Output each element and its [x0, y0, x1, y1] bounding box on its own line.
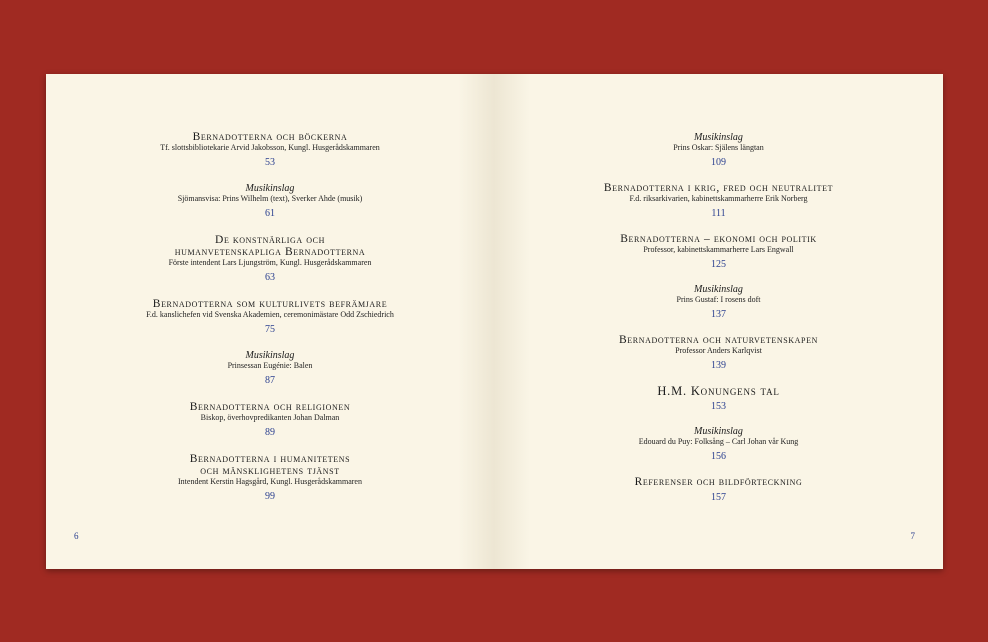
toc-entry-title: humanvetenskapliga Bernadotterna — [174, 246, 366, 258]
toc-entry-page-number: 137 — [711, 309, 726, 320]
toc-entry-author: Tf. slottsbibliotekarie Arvid Jakobsson, Kungl. Husgerådskammaren — [160, 143, 380, 152]
right-page — [494, 74, 943, 569]
toc-entry-musical-label: Musikinslag — [694, 426, 743, 437]
toc-entry-author: Biskop, överhovpredikanten Johan Dalman — [200, 413, 340, 422]
toc-entry-page-number: 61 — [265, 208, 275, 219]
page-number-left: 6 — [74, 531, 79, 541]
toc-entry — [46, 298, 494, 335]
toc-entry — [494, 284, 943, 320]
toc-entry — [46, 183, 494, 219]
toc-entry-page-number: 53 — [265, 157, 275, 168]
toc-entry-author: Prinsessan Eugénie: Balen — [227, 361, 313, 370]
toc-entry-author: Sjömansvisa: Prins Wilhelm (text), Sverker Ahde (musik) — [177, 194, 363, 203]
toc-entry — [494, 385, 943, 412]
toc-entry-title: Bernadotterna och böckerna — [192, 131, 348, 143]
toc-entry-page-number: 125 — [711, 259, 726, 270]
toc-entry-page-number: 99 — [265, 491, 275, 502]
toc-entry-author: Prins Gustaf: I rosens doft — [676, 295, 761, 304]
toc-entry-page-number: 63 — [265, 272, 275, 283]
toc-entry-author: Förste intendent Lars Ljungström, Kungl. Husgerådskammaren — [168, 258, 372, 267]
toc-entry-page-number: 156 — [711, 451, 726, 462]
toc-entry-title: De konstnärliga och — [215, 234, 325, 246]
toc-entry — [494, 334, 943, 371]
toc-entry — [494, 233, 943, 270]
toc-entry-title: H.M. Konungens tal — [657, 384, 780, 398]
toc-entry — [46, 453, 494, 502]
toc-entry-page-number: 89 — [265, 427, 275, 438]
page-number-right: 7 — [910, 531, 915, 541]
toc-entry — [46, 234, 494, 283]
toc-entry-musical-label: Musikinslag — [245, 183, 295, 194]
toc-entry — [46, 350, 494, 386]
toc-entry-author: Professor Anders Karlqvist — [675, 346, 762, 355]
toc-entry — [494, 476, 943, 503]
table-of-contents-left — [46, 131, 494, 502]
open-book — [46, 74, 943, 569]
toc-entry — [494, 426, 943, 462]
toc-entry-title: Referenser och bildförteckning — [634, 476, 803, 488]
toc-entry-title: Bernadotterna som kulturlivets befrämjare — [152, 298, 388, 310]
toc-entry — [494, 182, 943, 219]
toc-entry-page-number: 139 — [711, 360, 726, 371]
toc-entry-page-number: 157 — [711, 492, 726, 503]
toc-entry-page-number: 75 — [265, 324, 275, 335]
toc-entry-title: Bernadotterna i humanitetens — [189, 453, 351, 465]
toc-entry-page-number: 87 — [265, 375, 275, 386]
toc-entry-title: Bernadotterna i krig, fred och neutralitet — [603, 182, 834, 194]
toc-entry — [46, 401, 494, 438]
toc-entry-author: Professor, kabinettskammarherre Lars Engwall — [643, 245, 794, 254]
toc-entry-title: och mänsklighetens tjänst — [200, 465, 340, 477]
toc-entry-musical-label: Musikinslag — [694, 284, 743, 295]
toc-entry-page-number: 111 — [711, 208, 726, 219]
toc-entry-author: Intendent Kerstin Hagsgård, Kungl. Husgerådskammaren — [178, 477, 362, 486]
toc-entry-title: Bernadotterna och naturvetenskapen — [619, 334, 818, 346]
toc-entry-page-number: 109 — [711, 157, 726, 168]
toc-entry-page-number: 153 — [711, 401, 726, 412]
toc-entry-author: Edouard du Puy: Folksång – Carl Johan vår Kung — [638, 437, 799, 446]
left-page — [46, 74, 494, 569]
table-of-contents-right — [494, 132, 943, 503]
toc-entry — [46, 131, 494, 168]
toc-entry-author: Prins Oskar: Själens längtan — [673, 143, 764, 152]
toc-entry-author: F.d. kanslichefen vid Svenska Akademien, ceremonimästare Odd Zschiedrich — [146, 310, 394, 319]
toc-entry-author: F.d. riksarkivarien, kabinettskammarherre Erik Norberg — [629, 194, 808, 203]
toc-entry-title: Bernadotterna och religionen — [189, 401, 351, 413]
toc-entry-title: Bernadotterna – ekonomi och politik — [620, 233, 817, 245]
toc-entry-musical-label: Musikinslag — [245, 350, 295, 361]
toc-entry-musical-label: Musikinslag — [694, 132, 743, 143]
toc-entry — [494, 132, 943, 168]
